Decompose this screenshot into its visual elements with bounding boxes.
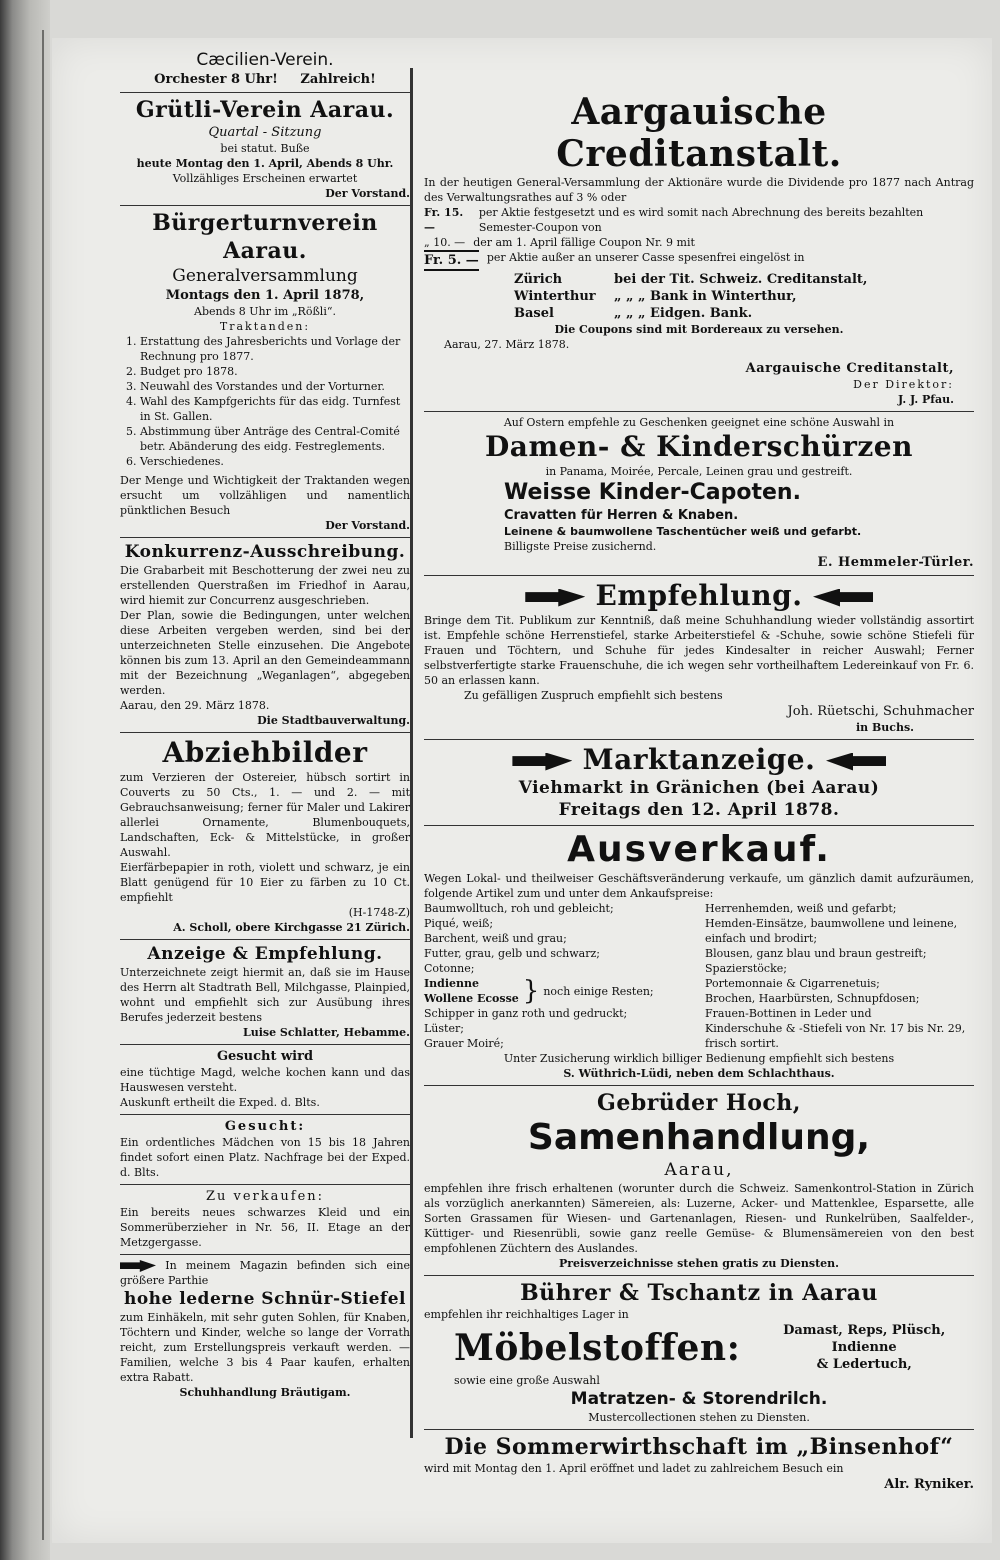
ad-title: Gebrüder Hoch, — [597, 1090, 801, 1116]
ad-signature: J. J. Pfau. — [898, 393, 954, 406]
ad-text: Zu gefälligen Zuspruch empfiehlt sich bestens — [464, 689, 723, 702]
pointing-hand-icon — [826, 753, 886, 771]
ad-date: Aarau, 27. März 1878. — [444, 338, 570, 351]
ad-line: Zahlreich! — [300, 72, 376, 87]
ad-signature: Alr. Ryniker. — [884, 1477, 974, 1492]
ad-place: Aarau, — [664, 1160, 734, 1180]
ad-abziehbilder — [120, 733, 410, 940]
ad-text: Billigste Preise zusichernd. — [504, 540, 657, 553]
ad-title: Gesucht wird — [216, 1049, 314, 1064]
ad-highlight: Matratzen- & Storendrilch. — [570, 1389, 828, 1409]
ad-date: Aarau, den 29. März 1878. — [120, 699, 270, 712]
ad-text: Damast, Reps, Plüsch, Indienne — [783, 1323, 946, 1355]
list-item: Brochen, Haarbürsten, Schnupfdosen; — [705, 992, 920, 1005]
bank: „ „ „ Eidgen. Bank. — [614, 306, 753, 321]
ad-date: Montags den 1. April 1878, — [165, 288, 365, 303]
ad-signature: Joh. Rüetschi, Schuhmacher — [787, 704, 974, 719]
list-item: Indienne — [424, 977, 480, 990]
ad-text: Der Plan, sowie die Bedingungen, unter welchen diese Arbeiten vergeben werden, sind bei der unterzeichneten Stelle einzusehen. Die Angebote können bis zum 13. April an den Gemeindeammann mit der Bezeichnung „Weganlagen“, abgegeben werden. — [120, 609, 410, 697]
list-item: 3. Neuwahl des Vorstandes und der Vorturner. — [140, 379, 410, 394]
pointing-hand-icon — [512, 753, 572, 771]
bank: „ „ „ Bank in Winterthur, — [614, 289, 797, 304]
ad-signature: Der Vorstand. — [325, 187, 410, 200]
ad-title: Damen- & Kinderschürzen — [485, 430, 913, 463]
list-item: Baumwolltuch, roh und gebleicht; — [424, 902, 614, 915]
ad-text: & Ledertuch, — [816, 1357, 912, 1372]
list-item: Spazierstöcke; — [705, 962, 787, 975]
ad-title: Cæcilien-Verein. — [196, 50, 334, 70]
column-separator — [410, 68, 413, 1438]
ad-signature: Schuhhandlung Bräutigam. — [179, 1386, 351, 1399]
ad-text: Ein bereits neues schwarzes Kleid und ein Sommerüberzieher in Nr. 56, II. Etage an der Metzgergasse. — [120, 1206, 410, 1249]
list-item: Portemonnaie & Cigarrenetuis; — [705, 977, 880, 990]
list-item: Cotonne; — [424, 962, 475, 975]
list-item: Kinderschuhe & -Stiefeli von Nr. 17 bis Nr. 29, frisch sortirt. — [705, 1022, 966, 1050]
amount: „ 10. — — [424, 236, 466, 249]
ad-title: Konkurrenz-Ausschreibung. — [124, 542, 406, 562]
ad-gebrueder-hoch — [424, 1086, 974, 1276]
ad-binsenhof — [424, 1430, 974, 1493]
ad-text: In der heutigen General-Versammlung der Aktionäre wurde die Dividende pro 1877 nach Antrag des Verwaltungsrathes auf 3 % oder — [424, 176, 974, 204]
ad-signature: Die Stadtbauverwaltung. — [257, 714, 410, 727]
ad-text: bei statut. Buße — [220, 142, 310, 155]
ad-text: zum Einhäkeln, mit sehr guten Sohlen, für Knaben, Töchtern und Kinder, welche so lange der Vorrath reicht, zum Erstellungspreis verkauft werden. — Familien, welche 3 bis 4 Paar kaufen, erhalten extra Rabatt. — [120, 1311, 410, 1384]
list-item: Herrenhemden, weiß und gefarbt; — [705, 902, 897, 915]
ad-konkurrenz — [120, 538, 410, 733]
pointing-hand-icon — [120, 1260, 156, 1272]
list-item: 1. Erstattung des Jahresberichts und Vorlage der Rechnung pro 1877. — [140, 334, 410, 364]
book-binding — [0, 0, 50, 1560]
list-item: 6. Verschiedenes. — [140, 454, 410, 469]
ad-signature: S. Wüthrich-Lüdi, neben dem Schlachthaus. — [563, 1067, 835, 1080]
ad-text: in Panama, Moirée, Percale, Leinen grau und gestreift. — [545, 465, 853, 478]
ad-text: wird mit Montag den 1. April eröffnet und ladet zu zahlreichem Besuch ein — [424, 1462, 844, 1475]
ad-text: Wegen Lokal- und theilweiser Geschäftsveränderung verkaufe, um gänzlich damit aufzuräumen, folgende Artikel zum und unter dem Ankaufspreise: — [424, 872, 974, 900]
ad-signature: E. Hemmeler-Türler. — [817, 555, 974, 570]
ad-title: Die Sommerwirthschaft im „Binsenhof“ — [444, 1434, 954, 1460]
ad-title: Bührer & Tschantz in Aarau — [520, 1280, 878, 1306]
list-item: Schipper in ganz roth und gedruckt; — [424, 1007, 628, 1020]
ad-gesucht-maedchen — [120, 1115, 410, 1185]
ad-text: zum Verzieren der Ostereier, hübsch sortirt in Couverts zu 50 Cts., 1. — und 2. — mit Gebrauchsanweisung; ferner für Maler und Lakirer allerlei Ornamente, Blumenbouquets, Landschaften, Eck- & Mittelstücke, in großer Auswahl. — [120, 771, 410, 859]
ad-title: Empfehlung. — [595, 579, 803, 612]
ad-title: Anzeige & Empfehlung. — [147, 944, 383, 964]
ad-anzeige — [120, 940, 410, 1045]
list-item: Frauen-Bottinen in Leder und — [705, 1007, 872, 1020]
ad-text: Unter Zusicherung wirklich billiger Bedienung empfiehlt sich bestens — [503, 1052, 895, 1065]
ad-signature: A. Scholl, obere Kirchgasse 21 Zürich. — [173, 921, 410, 934]
ad-text: sowie eine große Auswahl — [454, 1374, 600, 1387]
ad-text: per Aktie festgesetzt und es wird somit nach Abrechnung des bereits bezahlten Semester-Coupon von — [478, 206, 924, 234]
ad-text: Eierfärbepapier in roth, violett und schwarz, je ein Blatt genügend für 10 Eier zu färben zu 10 Ct. empfiehlt — [120, 861, 410, 904]
ad-hemmeler — [424, 412, 974, 576]
ad-signature: Der Direktor: — [853, 378, 954, 391]
ad-text: Mustercollectionen stehen zu Diensten. — [588, 1411, 810, 1424]
ad-text: Ein ordentliches Mädchen von 15 bis 18 Jahren findet sofort einen Platz. Nachfrage bei der Exped. d. Blts. — [120, 1136, 410, 1179]
ad-text: Der Menge und Wichtigkeit der Traktanden wegen ersucht um vollzähligen und namentlich pünktlichen Besuch — [120, 474, 410, 517]
list-item: Grauer Moiré; — [424, 1037, 504, 1050]
ad-subtitle: Samenhandlung, — [527, 1117, 871, 1158]
ad-gesucht-magd — [120, 1045, 410, 1115]
city: Zürich — [514, 272, 563, 287]
list-item: 5. Abstimmung über Anträge des Central-Comité betr. Abänderung des eidg. Festreglements. — [140, 424, 410, 454]
ad-text: Die Coupons sind mit Bordereaux zu versehen. — [554, 323, 844, 336]
ad-empfehlung — [424, 576, 974, 740]
ad-title: Aargauische Creditanstalt. — [556, 91, 842, 175]
ad-ausverkauf: Ausverkauf. Wegen Lokal- und theilweiser Geschäftsveränderung verkaufe, um gänzlich damit aufzuräumen, folgende Artikel zum und unter dem Ankaufspreise: Baumwolltuch, roh und gebleicht; Piqué, weiß; Barchent, weiß und grau; Futter, grau, gelb und schwarz; Cotonne; Indienne Wollene Ecosse } noch einige Resten; Schipper in ganz roth und gedruckt; Lüster; Grauer Moiré; Herrenhemden, weiß und gefarbt; Hemden-Einsätze, baumwollene und leinene, einfach und brodirt; Blousen, ganz blau und braun gestreift; Spazierstöcke; Portemonnaie & Cigarrenetuis; Brochen, Haarbürsten, Schnupfdosen; Frauen-Bottinen in Leder und Kinderschuhe & -Stiefeli von Nr. 17 bis Nr. 29, frisch sortirt. Unter Zusicherung wirklich billiger Bedienung empfiehlt sich bestens S. Wüthrich-Lüdi, neben dem Schlachthaus. — [424, 826, 974, 1086]
ad-text: Leinene & baumwollene Taschentücher weiß und gefarbt. — [504, 525, 862, 538]
ad-text: In meinem Magazin befinden sich eine größere Parthie — [120, 1259, 411, 1287]
list-item: noch einige Resten; — [543, 984, 654, 998]
ad-schnuerstiefel — [120, 1255, 410, 1400]
city: Basel — [514, 306, 554, 321]
left-column — [120, 46, 410, 1426]
list-item: 4. Wahl des Kampfgerichts für das eidg. Turnfest in St. Gallen. — [140, 394, 410, 424]
list-item: Wollene Ecosse — [424, 992, 519, 1005]
ad-caecilien — [120, 46, 410, 93]
ad-text: Bringe dem Tit. Publikum zur Kenntniß, daß meine Schuhhandlung wieder vollständig assortirt ist. Empfehle schöne Herrenstiefel, starke Arbeiterstiefel & -Schuhe, sowie schöne Stiefeli für Frauen und Töchtern, und Schuhe für jedes Kindesalter in reicher Auswahl; Ferner selbstverfertigte starke Frauenschuhe, die ich wegen sehr vortheilhaftem Ledereinkauf von Fr. 6. 50 an erlassen kann. — [424, 614, 974, 687]
ad-time: Abends 8 Uhr im „Rößli“. — [194, 305, 336, 318]
right-column — [424, 88, 974, 1492]
ad-code: (H-1748-Z) — [348, 906, 410, 919]
list-item: Piqué, weiß; — [424, 917, 494, 930]
ad-subtitle: Quartal - Sitzung — [208, 125, 322, 140]
ad-text: Unterzeichnete zeigt hiermit an, daß sie im Hause des Herrn alt Stadtrath Bell, Milchgasse, Plainpied, wohnt und empfiehlt sich zur Ausübung ihres Berufes jederzeit bestens — [120, 966, 410, 1024]
ad-marktanzeige — [424, 740, 974, 826]
ad-title: Bürgerturnverein Aarau. — [152, 210, 378, 264]
city: Winterthur — [514, 289, 596, 304]
ad-text: eine tüchtige Magd, welche kochen kann und das Hauswesen versteht. — [120, 1066, 410, 1094]
ad-title: Abziehbilder — [162, 736, 368, 769]
ad-signature: Der Vorstand. — [325, 519, 410, 532]
ad-title: Ausverkauf. — [567, 829, 831, 870]
ad-buergerturnverein — [120, 206, 410, 538]
list-item: 2. Budget pro 1878. — [140, 364, 410, 379]
ad-gruetli — [120, 93, 410, 206]
ad-text: Die Grabarbeit mit Beschotterung der zwei neu zu erstellenden Querstraßen im Friedhof in Aarau, wird hiemit zur Concurrenz ausgeschrieben. — [120, 564, 410, 607]
ad-text: Freitags den 12. April 1878. — [558, 800, 840, 820]
ad-text: Cravatten für Herren & Knaben. — [504, 508, 739, 523]
list-item: Blousen, ganz blau und braun gestreift; — [705, 947, 927, 960]
newspaper-page — [52, 38, 992, 1543]
ad-text: Auf Ostern empfehle zu Geschenken geeignet eine schöne Auswahl in — [503, 416, 895, 429]
ad-text: der am 1. April fällige Coupon Nr. 9 mit — [473, 236, 695, 249]
ad-text: heute Montag den 1. April, Abends 8 Uhr. — [136, 157, 394, 170]
ad-text: per Aktie außer an unserer Casse spesenfrei eingelöst in — [486, 251, 805, 264]
ad-text: empfehlen ihre frisch erhaltenen (worunter durch die Schweiz. Samenkontrol-Station in Zürich als vorzüglich anerkannten) Sämereien, als: Luzerne, Acker- und Mattenklee, Esparsette, alle Sorten Grassamen für Wiesen- und Gartenanlagen, Riesen- und Runkelrüben, Saalfelder-, Küttiger- und Riesenrübli, sowie ganz reelle Gemüse- & Blumensämereien von den best empfohlenen Züchtern des Auslandes. — [424, 1182, 974, 1255]
list-item: Futter, grau, gelb und schwarz; — [424, 947, 600, 960]
bank: bei der Tit. Schweiz. Creditanstalt, — [614, 272, 868, 287]
list-item: Lüster; — [424, 1022, 464, 1035]
ad-title: Gesucht: — [224, 1119, 306, 1134]
ad-zu-verkaufen — [120, 1185, 410, 1255]
ad-text: Vollzähliges Erscheinen erwartet — [172, 172, 358, 185]
amount: Fr. 15. — — [424, 206, 464, 234]
ad-creditanstalt — [424, 88, 974, 412]
ad-title: hohe lederne Schnür-Stiefel — [123, 1289, 407, 1309]
ad-traktanden: Traktanden: — [219, 320, 311, 333]
ad-buehrer-tschantz — [424, 1276, 974, 1430]
list-item: Barchent, weiß und grau; — [424, 932, 567, 945]
ad-highlight: Möbelstoffen: — [454, 1326, 741, 1369]
ad-text: Viehmarkt in Gränichen (bei Aarau) — [518, 778, 880, 798]
pointing-hand-icon — [525, 589, 585, 607]
traktanden-list — [120, 334, 410, 469]
ad-place: in Buchs. — [855, 721, 914, 734]
ad-title: Zu verkaufen: — [205, 1189, 325, 1204]
ad-text: Preisverzeichnisse stehen gratis zu Diensten. — [558, 1257, 839, 1270]
amount: Fr. 5. — — [424, 250, 479, 271]
ad-highlight: Weisse Kinder-Capoten. — [504, 480, 801, 505]
ad-title: Marktanzeige. — [582, 743, 816, 776]
ad-line: Orchester 8 Uhr! — [154, 72, 278, 87]
ad-text: empfehlen ihr reichhaltiges Lager in — [424, 1308, 629, 1321]
ad-subtitle: Generalversammlung — [172, 266, 358, 286]
list-item: Hemden-Einsätze, baumwollene und leinene, einfach und brodirt; — [705, 917, 958, 945]
pointing-hand-icon — [813, 589, 873, 607]
ad-text: Auskunft ertheilt die Exped. d. Blts. — [120, 1096, 320, 1109]
ad-signature: Aargauische Creditanstalt, — [745, 361, 954, 376]
ad-signature: Luise Schlatter, Hebamme. — [242, 1026, 410, 1039]
ad-title: Grütli-Verein Aarau. — [135, 97, 395, 123]
